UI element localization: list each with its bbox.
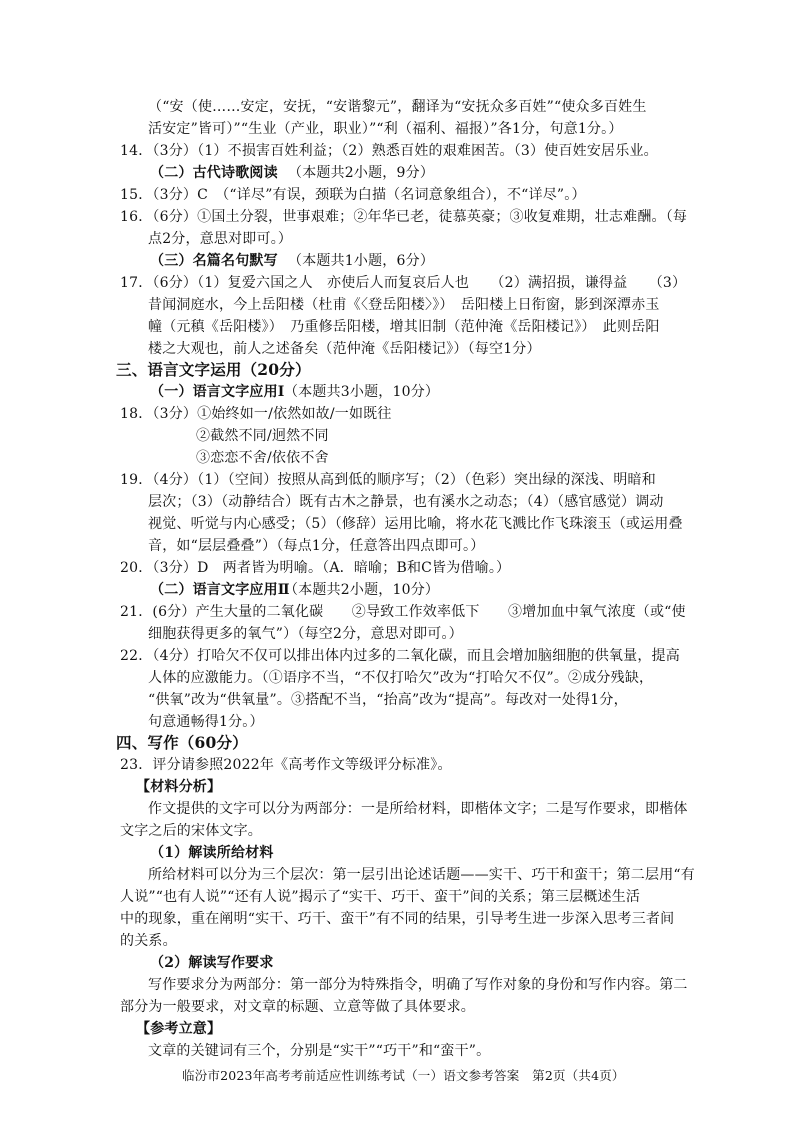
text-line: 17．（6分）（1）复爱六国之人 亦使后人而复哀后人也 （2）满招损，谦得益 （3） [120, 275, 687, 291]
subsection-heading: （1）解读所给材料 [150, 845, 274, 861]
text-line: 音，如“层层叠叠”）（每点1分，任意答出四点即可。） [148, 538, 485, 554]
text-line: 19．（4分）（1）（空间）按照从高到低的顺序写；（2）（色彩）突出绿的深浅、明暗和 [120, 472, 656, 488]
text-line: 18．（3分）①始终如一/依然如故/一如既往 [120, 406, 392, 422]
text-line: 15．（3分）C （“详尽”有误，颈联为白描（名词意象组合），不“详尽”。） [120, 187, 586, 203]
subsection-heading: （2）解读写作要求 [150, 955, 274, 971]
section-heading: 四、写作（60分） [116, 733, 248, 752]
text-line: 文字之后的宋体文字。 [120, 823, 262, 839]
text-line: 23．评分请参照2022年《高考作文等级评分标准》。 [120, 757, 452, 773]
text-line: 的关系。 [120, 933, 177, 949]
text-line: 文章的关键词有三个，分别是“实干”“巧干”和“蛮干”。 [148, 1043, 491, 1059]
subsection-heading: 【材料分析】 [136, 779, 222, 795]
text-line: 14．（3分）（1）不损害百姓利益；（2）熟悉百姓的艰难困苦。（3）使百姓安居乐业。 [120, 143, 658, 159]
text-line: 作文提供的文字可以分为两部分：一是所给材料，即楷体文字；二是写作要求，即楷体 [148, 801, 688, 817]
text-line: （“安（使……安定，安抚，“安谐黎元”，翻译为“安抚众多百姓”“使众多百姓生 [148, 99, 647, 115]
text-line: ③恋恋不舍/依依不舍 [196, 450, 329, 466]
subsection-heading: （二）语言文字应用Ⅱ [150, 582, 290, 598]
text-line: 细胞获得更多的氧气”）（每空2分，意思对即可。） [148, 626, 463, 642]
text-line: （本题共2小题，10分） [284, 582, 440, 598]
text-line: 活安定”皆可）”“生业（产业，职业）”“利（福利、福报）”各1分，句意1分。） [148, 121, 623, 137]
text-line: “供氧”改为“供氧量”。③搭配不当，“抬高”改为“提高”。每改对一处得1分， [148, 692, 628, 708]
subsection-heading: （三）名篇名句默写 [150, 253, 278, 269]
text-line: 句意通畅得1分。） [148, 714, 264, 730]
subsection-heading: （二）古代诗歌阅读 [150, 165, 278, 181]
text-line: 部分为一般要求，对文章的标题、立意等做了具体要求。 [120, 999, 475, 1015]
section-heading: 三、语言文字运用（20分） [116, 360, 311, 379]
text-line: 幢（元稹《岳阳楼》） 乃重修岳阳楼，增其旧制（范仲淹《岳阳楼记》） 此则岳阳 [148, 319, 660, 335]
text-line: （本题共1小题，6分） [288, 253, 435, 269]
text-line: （本题共3小题，10分） [284, 384, 440, 400]
text-line: （本题共2小题，9分） [288, 165, 435, 181]
text-line: 人说”“也有人说”“还有人说”揭示了“实干、巧干、蛮干”间的关系；第三层概述生活 [120, 889, 641, 905]
text-line: 16．（6分）①国土分裂，世事艰难；②年华已老，徒慕英豪；③收复难期，壮志难酬。（每 [120, 209, 688, 225]
text-line: 22．（4分）打哈欠不仅可以排出体内过多的二氧化碳，而且会增加脑细胞的供氧量，提高 [120, 648, 680, 664]
text-line: 昔闻洞庭水，今上岳阳楼（杜甫《〈登岳阳楼〉》） 岳阳楼上日衔窗，影到深潭赤玉 [148, 297, 660, 313]
text-line: 所给材料可以分为三个层次：第一层引出论述话题——实干、巧干和蛮干；第二层用“有 [148, 867, 695, 883]
text-line: 20．（3分）D 两者皆为明喻。（A．暗喻；B和C皆为借喻。） [120, 560, 511, 576]
text-line: 楼之大观也，前人之述备矣（范仲淹《岳阳楼记》）（每空1分） [148, 341, 541, 357]
text-line: 视觉、听觉与内心感受；（5）（修辞）运用比喻，将水花飞溅比作飞珠滚玉（或运用叠 [148, 516, 683, 532]
subsection-heading: 【参考立意】 [136, 1021, 222, 1037]
text-line: 层次；（3）（动静结合）既有古木之静景，也有溪水之动态；（4）（感官感觉）调动 [148, 494, 664, 510]
text-line: 中的现象，重在阐明“实干、巧干、蛮干”有不同的结果，引导考生进一步深入思考三者间 [120, 911, 675, 927]
text-line: 人体的应激能力。（①语序不当，“不仅打哈欠”改为“打哈欠不仅”。②成分残缺， [148, 670, 654, 686]
text-line: 21．(6分）产生大量的二氧化碳 ②导致工作效率低下 ③增加血中氧气浓度（或“使 [120, 604, 686, 620]
text-line: 点2分，意思对即可。） [148, 231, 293, 247]
text-line: 写作要求分为两部分：第一部分为特殊指令，明确了写作对象的身份和写作内容。第二 [148, 977, 688, 993]
subsection-heading: （一）语言文字应用Ⅰ [150, 384, 285, 400]
text-line: ②截然不同/迥然不同 [196, 428, 329, 444]
page-footer: 临汾市2023年高考考前适应性训练考试（一）语文参考答案 第2页（共4页） [182, 1068, 625, 1083]
